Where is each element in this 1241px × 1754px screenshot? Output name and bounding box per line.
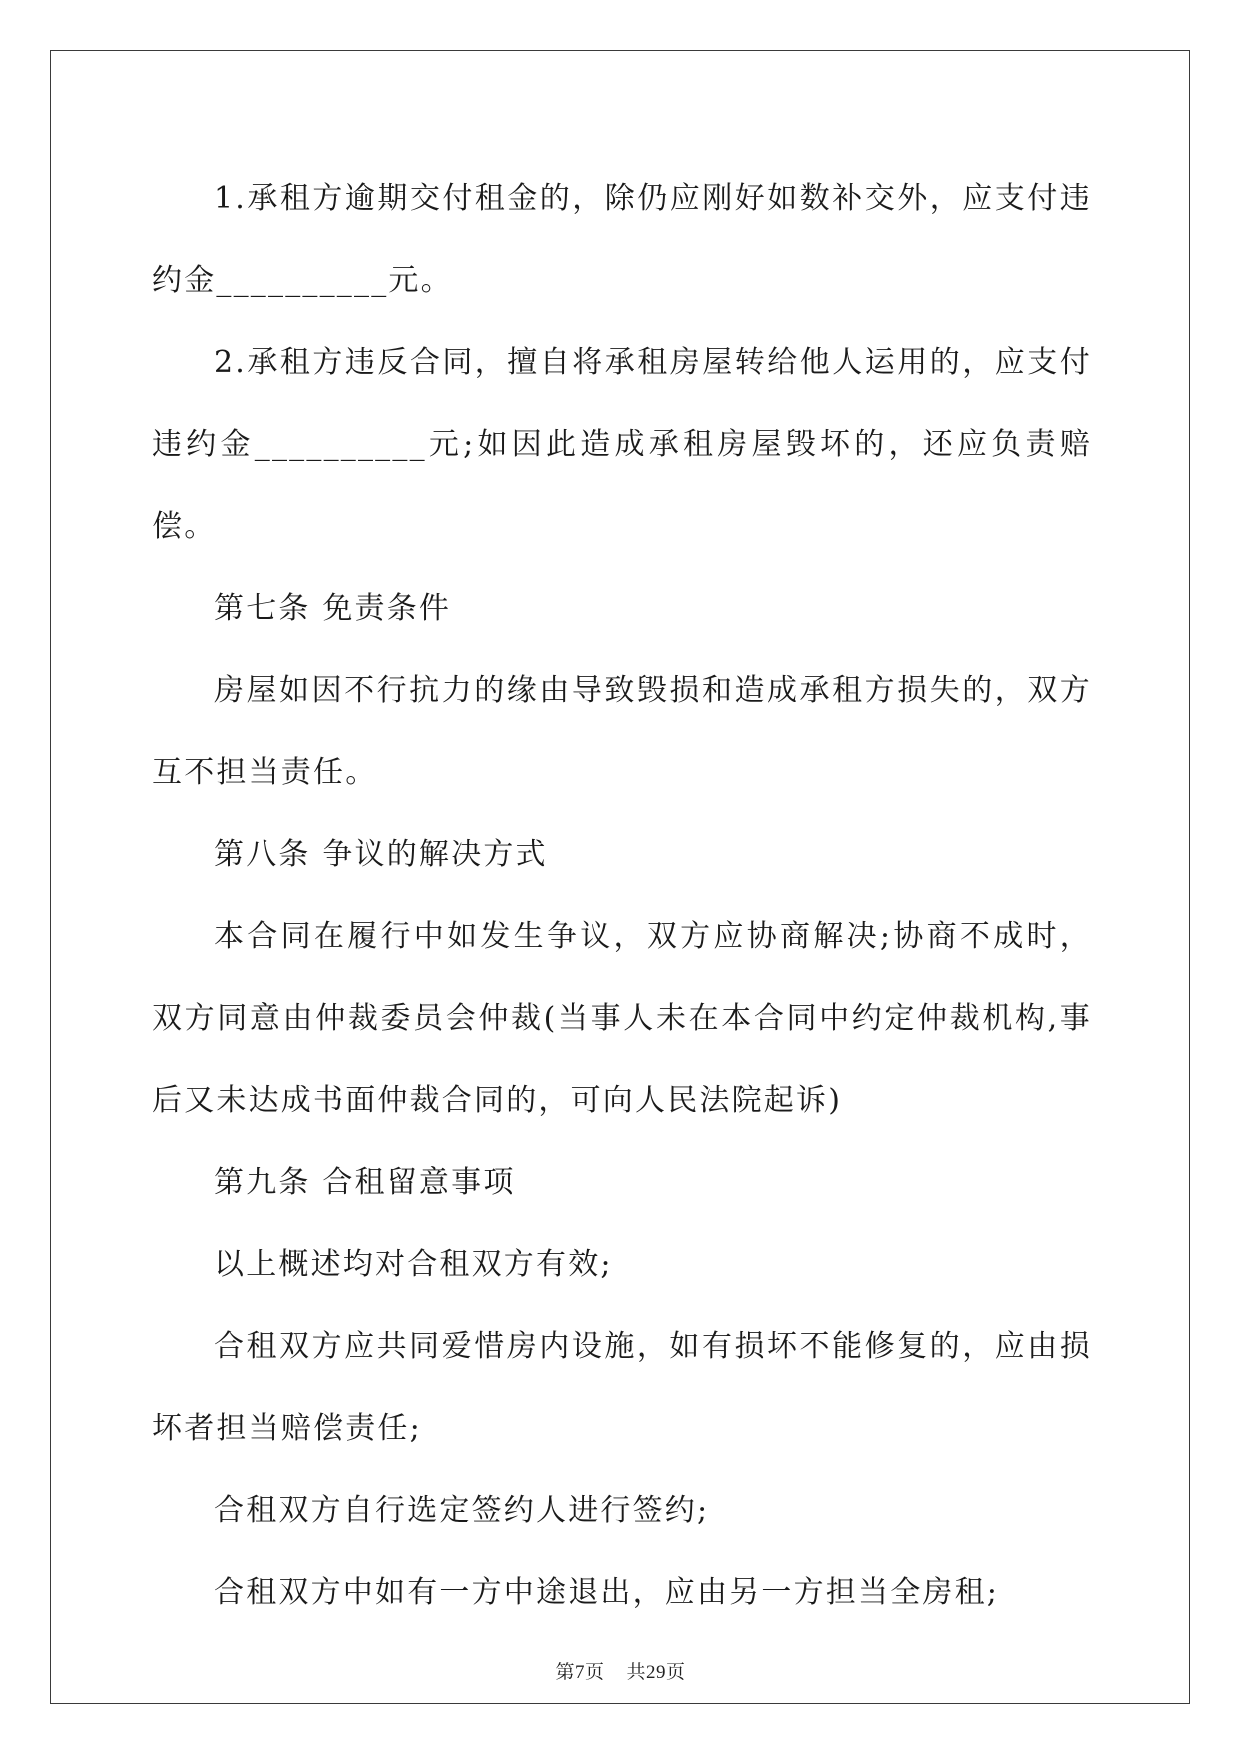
page-total: 共29页 <box>626 1662 686 1683</box>
heading-article-8: 第八条 争议的解决方式 <box>214 837 548 872</box>
paragraph-facility-care: 合租双方应共同爱惜房内设施，如有损坏不能修复的，应由损坏者担当赔偿责任; <box>152 1329 1092 1446</box>
paragraph-sublet-penalty: 2.承租方违反合同，擅自将承租房屋转给他人运用的，应支付违约金__________元;如因此造成承租房屋毁坏的，还应负责赔偿。 <box>152 345 1092 544</box>
paragraph-withdrawal: 合租双方中如有一方中途退出，应由另一方担当全房租; <box>214 1575 1000 1610</box>
paragraph-signatory: 合租双方自行选定签约人进行签约; <box>214 1493 710 1528</box>
document-body <box>152 158 1092 1634</box>
heading-article-7: 第七条 免责条件 <box>214 591 452 626</box>
paragraph-force-majeure: 房屋如因不行抗力的缘由导致毁损和造成承租方损失的，双方互不担当责任。 <box>152 673 1092 790</box>
paragraph-late-rent-penalty: 1.承租方逾期交付租金的，除仍应刚好如数补交外，应支付违约金__________元。 <box>152 181 1092 298</box>
paragraph-dispute-resolution: 本合同在履行中如发生争议，双方应协商解决;协商不成时，双方同意由仲裁委员会仲裁(当事人未在本合同中约定仲裁机构,事后又未达成书面仲裁合同的，可向人民法院起诉) <box>152 919 1092 1118</box>
page-footer <box>0 1657 1241 1684</box>
page-number: 第7页 <box>555 1662 605 1683</box>
heading-article-9: 第九条 合租留意事项 <box>214 1165 516 1200</box>
paragraph-scope: 以上概述均对合租双方有效; <box>214 1247 613 1282</box>
